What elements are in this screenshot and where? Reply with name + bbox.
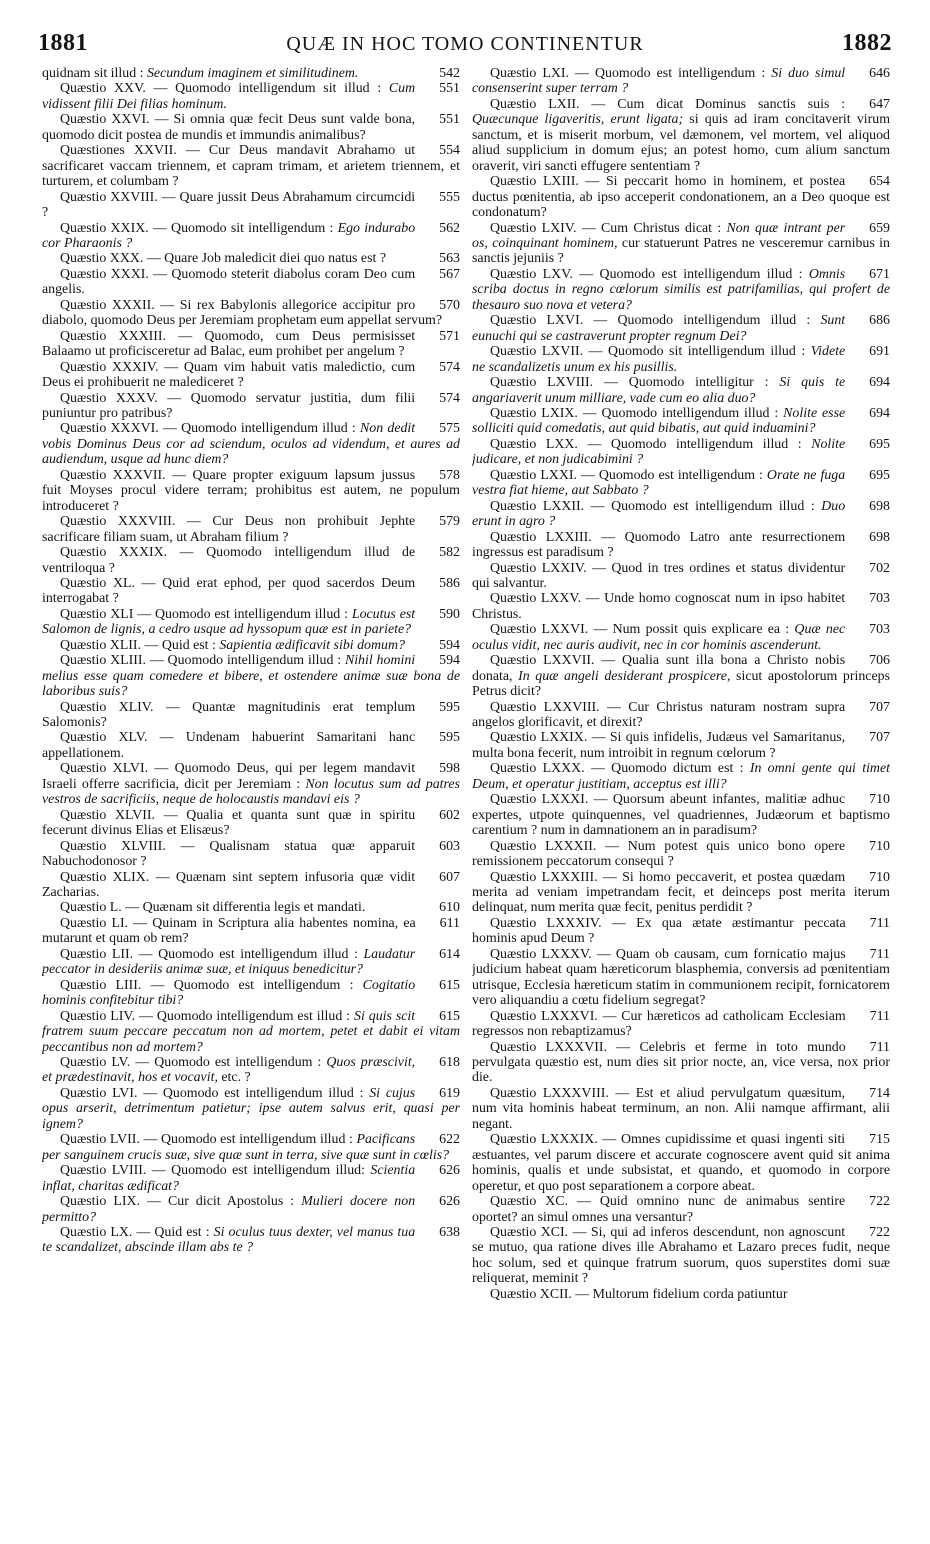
toc-entry-text: Quæstio LII. — Quomodo est intelligendum illud : [60,946,364,962]
toc-page-number: 570 [439,297,460,313]
toc-page-number: 614 [439,946,460,962]
toc-page-number: 722 [869,1224,890,1240]
toc-entry [472,267,890,313]
toc-entry-quote: Mulieri docere non permitto? [42,1194,416,1225]
toc-entry [472,344,890,375]
toc-entry [42,1194,460,1225]
toc-entry-quote: In omni gente qui timet Deum, et operatur justitiam, acceptus est illi? [472,761,890,792]
toc-page-number: 595 [439,699,460,715]
toc-entry [472,66,890,97]
toc-page-number: 638 [439,1224,460,1240]
toc-page-number: 615 [439,1008,460,1024]
toc-entry-text: Quæstio LXVI. — Quomodo intelligendum illud : [490,313,821,329]
toc-page-number: 647 [869,96,890,112]
toc-entry [472,839,890,870]
toc-entry-text: Quæstio LXVII. — Quomodo sit intelligendum illud : [490,344,811,360]
toc-entry [42,653,460,699]
toc-entry-text: Quæstio LXXXVI. — Cur hæreticos ad catholicam Ecclesiam regressos non rebaptizamus? [472,1008,846,1040]
toc-page-number: 714 [869,1085,890,1101]
toc-entry [42,221,460,252]
toc-page-number: 703 [869,591,890,607]
toc-page-number: 626 [439,1163,460,1179]
toc-entry [42,839,460,870]
toc-page-number: 607 [439,869,460,885]
toc-entry-text: Quæstio LI. — Quinam in Scriptura alia habentes nomina, ea mutarunt et quam ob rem? [42,915,416,947]
toc-entry-text: Quæstio L. — Quænam sit differentia legis et mandati. [60,900,366,916]
toc-entry [472,653,890,699]
toc-entry-text: Quæstio LVI. — Quomodo est intelligendum illud : [60,1085,370,1101]
left-column [42,66,460,1536]
toc-page-number: 595 [439,730,460,746]
toc-entry-quote: Duo erunt in agro ? [472,498,846,530]
toc-entry [472,622,890,653]
toc-entry [42,360,460,391]
toc-entry [42,545,460,576]
toc-entry [42,638,460,653]
toc-entry-text: Quæstio XXVIII. — Quare jussit Deus Abrahamum circumcidi ? [42,189,416,221]
toc-entry-text: Quæstio XXXIV. — Quam vim habuit vatis maledictio, cum Deus ei prohibuerit ne malediceret ? [42,359,416,391]
toc-entry [42,1132,460,1163]
toc-entry-text: Quæstio XLV. — Undenam habuerint Samaritani hanc appellationem. [42,730,416,761]
toc-page-number: 646 [869,66,890,81]
toc-entry [472,174,890,220]
toc-page-number: 710 [869,869,890,885]
toc-entry-text: Quæstio LIII. — Quomodo est intelligendum : [60,977,363,993]
toc-entry-text: Quæstio XCI. — Si, qui ad inferos descendunt, non agnoscunt se mutuo, qua ratione dives ille Abrahamo et Lazaro preces fudit, neque hoc solum, sed et quinque fratrum suorum, quos superstites domi suæ reliquerat, meminit ? [472,1224,890,1287]
toc-entry-text: Quæstio XCII. — Multorum fidelium corda patiuntur [490,1286,788,1302]
toc-page-number: 594 [439,637,460,653]
toc-entry-text: Quæstio XXXVII. — Quare propter exiguum lapsum jussus fuit Moyses procul videre terram; prohibitus est autem, ne populum introduceret ? [42,467,460,514]
toc-entry-text: Quæstiones XXVII. — Cur Deus mandavit Abrahamo ut sacrificaret vaccam triennem, et capram trimam, et arietem triennem, et turturem, et columbam ? [42,143,460,190]
toc-page-number: 698 [869,529,890,545]
toc-entry [472,375,890,406]
toc-entry [42,1055,460,1086]
toc-page-number: 562 [439,220,460,236]
toc-entry [42,190,460,221]
toc-entry [42,607,460,638]
toc-page-number: 671 [869,266,890,282]
toc-entry [472,700,890,731]
toc-entry [42,947,460,978]
toc-entry-text: Quæstio LXXXVII. — Celebris et ferme in toto mundo pervulgata quæstio est, num dies sit prior nocte, an, vice versa, nox prior die. [472,1039,890,1086]
toc-entry-quote: Nihil homini melius esse quam comedere et bibere, et ostendere animæ suæ bona de laboribus suis? [42,653,460,700]
toc-page-number: 654 [869,174,890,190]
toc-entry [472,561,890,592]
toc-page-number: 695 [869,467,890,483]
right-column [472,66,890,1536]
toc-entry-text: Quæstio XXXVIII. — Cur Deus non prohibuit Jephte sacrificare filiam suam, ut Abraham filium ? [42,514,416,545]
toc-entry [472,437,890,468]
toc-entry-text: Quæstio XC. — Quid omnino nunc de animabus sentire oportet? an simul omnes una versantur? [472,1194,846,1225]
toc-entry [42,329,460,360]
toc-entry-text-after: etc. ? [217,1070,251,1086]
toc-entry [42,267,460,298]
toc-entry [42,808,460,839]
column-number-left: 1881 [38,30,88,56]
toc-page-number: 582 [439,545,460,561]
toc-entry-text: Quæstio LXXIV. — Quod in tres ordines et status dividentur qui salvantur. [472,560,846,591]
toc-entry [472,97,890,174]
toc-entry-text: Quæstio LXXIII. — Quomodo Latro ante resurrectionem ingressus est paradisum ? [472,529,846,561]
toc-page-number: 622 [439,1132,460,1148]
toc-entry [42,251,460,266]
toc-entry [472,1194,890,1225]
toc-page-number: 578 [439,467,460,483]
toc-entry-text-after: si quis ad iram concitaverit virum sanctum, et is miserit morbum, vel dæmonem, vel mortem, vel aliquod aliud supplicium in domum ejus; an potest homo, cum alium sanctum oraverit, viri sancti effugere sententiam ? [472,112,890,174]
toc-entry-text: Quæstio XLII. — Quid est : [60,637,220,653]
toc-entry-text: Quæstio LXXVIII. — Cur Christus naturam nostram supra angelos glorificavit, et direxit? [472,699,846,731]
toc-entry-quote: In quæ angeli desiderant prospicere, [518,668,731,684]
toc-entry-text: Quæstio LXXXIV. — Ex qua ætate æstimantur peccata hominis apud Deum ? [472,915,846,947]
toc-page-number: 710 [869,838,890,854]
toc-page-number: 715 [869,1132,890,1148]
toc-entry-text: Quæstio XXX. — Quare Job maledicit diei quo natus est ? [60,251,386,267]
toc-entry-quote: Ego indurabo cor Pharaonis ? [42,220,416,251]
toc-entry [472,530,890,561]
toc-entry-text: Quæstio LX. — Quid est : [60,1224,214,1240]
toc-page-number: 698 [869,498,890,514]
toc-page-number: 695 [869,436,890,452]
toc-entry-quote: Quæ nec oculus vidit, nec auris audivit, nec in cor hominis ascenderunt. [472,622,846,653]
toc-entry-quote: Omnis scriba doctus in regno cœlorum similis est patrifamilias, qui profert de thesauro suo nova et vetera? [472,266,890,313]
toc-page-number: 659 [869,220,890,236]
toc-entry [42,761,460,807]
toc-entry [42,730,460,761]
toc-entry-text: Quæstio LXIX. — Quomodo intelligendum illud : [490,405,784,421]
toc-entry [42,916,460,947]
toc-entry [42,298,460,329]
toc-entry-text: Quæstio XXXVI. — Quomodo intelligendum illud : [60,421,360,437]
toc-page-number: 575 [439,421,460,437]
page-header [38,30,892,64]
toc-entry-text: Quæstio LXXVII. — Qualia sunt illa bona a Christo nobis donata, [472,653,846,684]
toc-page-number: 598 [439,761,460,777]
toc-entry-quote: Non quæ intrant per os, coinquinant hominem, [472,220,846,251]
toc-entry-text-after: cur statuerunt Patres ne vesceremur carnibus in sanctis jejuniis ? [472,235,890,267]
toc-entry-quote: Si quis te angariaverit unum milliare, vade cum eo alia duo? [472,375,846,406]
toc-entry-text: Quæstio XLI — Quomodo est intelligendum illud : [60,606,352,622]
toc-entry [472,1225,890,1287]
toc-entry [42,1225,460,1256]
toc-entry [472,313,890,344]
toc-page-number: 711 [869,1008,890,1024]
toc-entry [42,978,460,1009]
toc-entry-text: Quæstio LXXIX. — Si quis infidelis, Judæus vel Samaritanus, multa bona fecerit, num introibit in regnum cœlorum ? [472,730,846,761]
toc-entry [42,700,460,731]
toc-entry-text: Quæstio LIX. — Cur dicit Apostolus : [60,1194,302,1210]
toc-entry [472,499,890,530]
toc-entry-quote: Cogitatio hominis confitebitur tibi? [42,977,416,1009]
toc-entry-text: Quæstio LXII. — Cum dicat Dominus sanctis suis : [490,96,846,112]
toc-entry-text: Quæstio XLIV. — Quantæ magnitudinis erat templum Salomonis? [42,699,416,731]
toc-page-number: 711 [869,946,890,962]
toc-page-number: 711 [869,1039,890,1055]
toc-page-number: 574 [439,390,460,406]
toc-entry-quote: Non locutus sum ad patres vestros de sacrificiis, neque de holocaustis mandavi eis ? [42,776,460,808]
toc-page-number: 551 [439,112,460,128]
toc-page-number: 610 [439,900,460,916]
toc-entry-text: Quæstio XLVII. — Qualia et quanta sunt quæ in spiritu fecerunt divinus Elias et Elisæus? [42,807,416,839]
toc-entry [472,792,890,838]
running-title: QUÆ IN HOC TOMO CONTINENTUR [286,33,644,55]
toc-page-number: 694 [869,405,890,421]
toc-entry-text: Quæstio XLIII. — Quomodo intelligendum illud : [60,653,345,669]
toc-page-number: 707 [869,699,890,715]
toc-entry [42,66,460,81]
toc-entry-quote: Quæcunque ligaveritis, erunt ligata; [472,112,684,128]
toc-entry [472,761,890,792]
toc-entry-text: Quæstio XL. — Quid erat ephod, per quod sacerdos Deum interrogabat ? [42,575,416,607]
toc-entry-text: Quæstio LXXVI. — Num possit quis explicare ea : [490,622,795,638]
toc-entry-quote: Locutus est Salomon de lignis, a cedro usque ad hyssopum quæ est in pariete? [42,606,416,638]
toc-entry-text: Quæstio LV. — Quomodo est intelligendum : [60,1055,327,1070]
toc-entry [472,1287,890,1302]
toc-entry [472,221,890,267]
toc-entry-text: Quæstio XXXIX. — Quomodo intelligendum illud de ventriloqua ? [42,545,416,576]
toc-entry-quote: Laudatur peccator in desideriis animæ suæ, et iniquus benedicitur? [42,946,416,978]
toc-entry-text: Quæstio XXVI. — Si omnia quæ fecit Deus sunt valde bona, quomodo dicit postea de mundis et immundis animalibus? [42,112,416,143]
toc-entry-quote: Sapientia ædificavit sibi domum? [219,637,405,653]
toc-page-number: 707 [869,730,890,746]
toc-entry [42,1086,460,1132]
toc-page-number: 706 [869,653,890,669]
toc-entry-text: Quæstio LXXXV. — Quam ob causam, cum fornicatio majus judicium habeat quam hæreticorum blasphemia, conversis ad pœnitentiam utrisque, Ecclesia hæreticum statim in communionem recipit, fornicatorem vero aliquandiu a cœtu fidelium segregat? [472,946,890,1009]
toc-entry-text: Quæstio LXXXIX. — Omnes cupidissime et quasi ingenti siti æstuantes, vel parum discere et accurate cognoscere avent quid sit anima hominis, qualis et unde subsistat, et quando, et quomodo in corpore operetur, et quo post separationem a corpore abeat. [472,1132,890,1194]
toc-page-number: 686 [869,313,890,329]
toc-entry [42,514,460,545]
toc-entry [472,916,890,947]
toc-entry-text: Quæstio XLVI. — Quomodo Deus, qui per legem mandavit Israeli offerre sacrificia, dicit per Jeremiam : [42,761,416,792]
toc-page-number: 615 [439,977,460,993]
toc-entry-text: Quæstio LXIV. — Cum Christus dicat : [490,220,727,236]
toc-entry [472,468,890,499]
toc-page-number: 722 [869,1194,890,1210]
toc-entry [42,870,460,901]
toc-entry-text: Quæstio XXXI. — Quomodo steterit diabolus coram Deo cum angelis. [42,266,416,298]
toc-page-number: 590 [439,606,460,622]
toc-entry-quote: Si oculus tuus dexter, vel manus tua te scandalizet, abscinde illam abs te ? [42,1224,416,1256]
toc-page-number: 611 [439,915,460,931]
toc-entry-quote: Si duo simul consenserint super terram ? [472,66,846,97]
toc-entry [42,900,460,915]
toc-entry [472,870,890,916]
toc-page-number: 542 [439,66,460,81]
toc-entry-text: Quæstio LXXXVIII. — Est et aliud pervulgatum quæsitum, num vita hominis habeat terminum, an non. Alii namque affirmant, alii negant. [472,1085,890,1132]
toc-entry-text: Quæstio LIV. — Quomodo intelligendum est illud : [60,1008,355,1024]
toc-entry [42,468,460,514]
toc-entry [472,1009,890,1040]
toc-entry-text: Quæstio LXVIII. — Quomodo intelligitur : [490,375,780,391]
toc-page-number: 691 [869,344,890,360]
toc-page-number: 571 [439,328,460,344]
toc-entry-text: Quæstio XXIX. — Quomodo sit intelligendum : [60,220,338,236]
toc-entry-quote: Secundum imaginem et similitudinem. [146,66,359,81]
toc-page-number: 626 [439,1194,460,1210]
toc-entry [42,576,460,607]
toc-entry-quote: Orate ne fuga vestra fiat hieme, aut Sabbato ? [472,467,846,499]
toc-entry-quote: Si quis scit fratrem suum peccare peccatum non ad mortem, petet et dabit ei vitam peccantibus non ad mortem? [42,1008,460,1055]
toc-entry [42,81,460,112]
toc-page-number: 619 [439,1085,460,1101]
toc-entry-quote: Si cujus opus arserit, detrimentum patietur; ipse autem salvus erit, quasi per ignem? [42,1085,460,1132]
toc-entry [472,1086,890,1132]
toc-entry [472,730,890,761]
toc-page-number: 694 [869,375,890,391]
toc-page-number: 554 [439,143,460,159]
toc-entry-text: Quæstio LXXII. — Quomodo est intelligendum illud : [490,498,822,514]
toc-page-number: 711 [869,915,890,931]
toc-entry-text: Quæstio LXX. — Quomodo intelligendum illud : [490,436,812,452]
toc-entry [472,1040,890,1086]
toc-entry-quote: Non dedit vobis Dominus Deus cor ad sciendum, oculos ad videndum, et aures ad audiendum, usque ad hunc diem? [42,421,460,468]
toc-page-number: 702 [869,560,890,576]
toc-page-number: 618 [439,1055,460,1070]
column-number-right: 1882 [842,30,892,56]
toc-page-number: 555 [439,189,460,205]
toc-entry-text: Quæstio XXXV. — Quomodo servatur justitia, dum filii puniuntur pro patribus? [42,390,416,421]
toc-entry-text: Quæstio LXV. — Quomodo est intelligendum illud : [490,266,809,282]
toc-page-number: 574 [439,359,460,375]
toc-entry-text: Quæstio LVII. — Quomodo est intelligendum illud : [60,1132,357,1148]
toc-entry-text: Quæstio XLIX. — Quænam sint septem infusoria quæ vidit Zacharias. [42,869,416,901]
toc-entry-text: Quæstio LXIII. — Si peccarit homo in hominem, et postea ductus pœnitentia, ab ipso acceperit condonationem, an a Deo quoque est condonatum? [472,174,890,221]
toc-entry-quote: Sunt eunuchi qui se castraverunt propter regnum Dei? [472,313,846,344]
toc-entry-text: Quæstio XXV. — Quomodo intelligendum sit illud : [60,81,389,97]
toc-entry-text: quidnam sit illud : [42,66,147,81]
toc-entry-text: Quæstio LXXXII. — Num potest quis unico bono opere remissionem peccatorum consequi ? [472,838,846,870]
toc-entry-text: Quæstio LVIII. — Quomodo est intelligendum illud: [60,1163,371,1179]
toc-page-number: 594 [439,653,460,669]
toc-page-number: 563 [439,251,460,267]
toc-entry-text: Quæstio LXXI. — Quomodo est intelligendum : [490,467,767,483]
toc-page-number: 703 [869,622,890,638]
toc-entry-quote: Nolite esse solliciti quid comedatis, aut quid bibatis, aut quid induamini? [472,405,846,437]
toc-page-number: 551 [439,81,460,97]
toc-entry [472,947,890,1009]
toc-page-number: 602 [439,807,460,823]
toc-page-number: 567 [439,266,460,282]
toc-entry [42,143,460,189]
toc-page-number: 586 [439,575,460,591]
toc-page-number: 710 [869,792,890,808]
toc-page-number: 603 [439,838,460,854]
toc-entry-quote: Quos præscivit, et prædestinavit, hos et vocavit, [42,1055,416,1086]
toc-entry [472,406,890,437]
toc-entry [42,112,460,143]
toc-entry-quote: Videte ne scandalizetis unum ex his pusillis. [472,344,846,375]
toc-entry [42,391,460,422]
toc-page-number: 579 [439,514,460,530]
toc-entry-text: Quæstio XXXII. — Si rex Babylonis allegorice accipitur pro diabolo, quomodo Deus per Jeremiam prophetam eum appellat servum? [42,297,443,329]
toc-entry-text: Quæstio LXXV. — Unde homo cognoscat num in ipso habitet Christus. [472,591,846,622]
toc-entry-text: Quæstio LXXXI. — Quorsum abeunt infantes, malitiæ adhuc expertes, utpote quinquennes, vel quadriennes, Judæorum et baptismo carentium ? num in damnationem an in paradisum? [472,792,890,839]
toc-entry-text: Quæstio LXXXIII. — Si homo peccaverit, et postea quædam merita ad veniam impetrandam fecit, et deinceps post merita iterum delinquat, num merita quæ fecit, penitus perdidit ? [472,869,890,916]
toc-entry-quote: Pacificans per sanguinem crucis suæ, sive quæ sunt in terra, sive quæ sunt in cœlis? [42,1132,450,1163]
toc-entry-text: Quæstio XXXIII. — Quomodo, cum Deus permisisset Balaamo ut proficisceretur ad Balac, eum prohibet per angelum ? [42,328,416,360]
toc-entry-quote: Cum vidissent filii Dei filias hominum. [42,81,416,112]
toc-entry-text-after: sicut apostolorum princeps Petrus dicit? [472,668,890,700]
toc-entry-text: Quæstio LXI. — Quomodo est intelligendum : [490,66,772,81]
toc-entry [42,421,460,467]
toc-entry [472,591,890,622]
toc-entry-quote: Nolite judicare, et non judicabimini ? [472,436,846,468]
toc-entry-quote: Scientia inflat, charitas ædificat? [42,1163,416,1194]
toc-entry-text: Quæstio XLVIII. — Qualisnam statua quæ apparuit Nabuchodonosor ? [42,838,416,870]
toc-entry [42,1163,460,1194]
toc-entry-text: Quæstio LXXX. — Quomodo dictum est : [490,761,750,777]
toc-entry [472,1132,890,1194]
toc-entry [42,1009,460,1055]
